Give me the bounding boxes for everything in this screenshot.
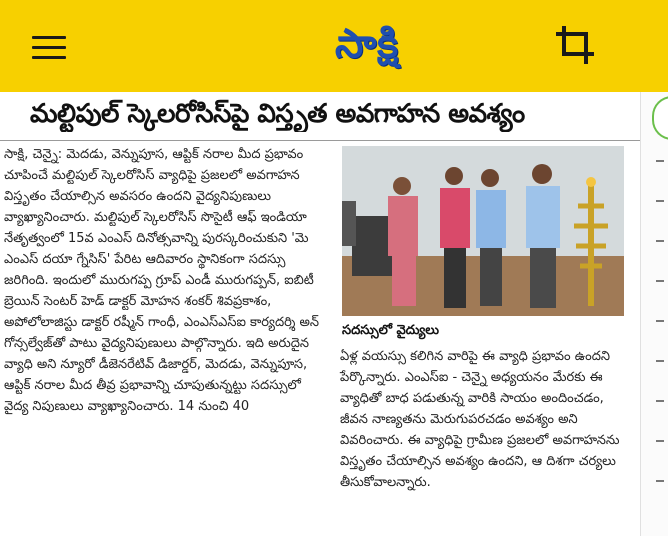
strip-text-line [656, 400, 664, 402]
person-2 [440, 167, 470, 308]
strip-text-line [656, 240, 664, 242]
strip-text-line [656, 480, 664, 482]
person-1 [388, 177, 418, 306]
strip-text-line [656, 160, 664, 162]
menu-line [32, 46, 66, 49]
strip-text-line [656, 280, 664, 282]
article-headline: మల్టిపుల్ స్కెలరోసిస్‌పై విస్తృత అవగాహన అవశ్యం [30, 99, 525, 129]
article-photo [342, 146, 624, 316]
strip-text-line [656, 200, 664, 202]
article-body-left: సాక్షి, చెన్నై: మెదడు, వెన్నుపూస, ఆప్టిక్ నరాల మీద ప్రభావం చూపించే మల్టిపుల్ స్కెలరోసిస్ వ్యాధిపై ప్రజలలో అవగాహన విస్తృతం చేయాల్సిన అవసరం ఉందని వైద్యనిపుణులు వ్యాఖ్యానించారు. మల్టిపుల్ స్కెలరోసిస్ సొసైటీ ఆఫ్ ఇండియా నేతృత్వంలో 15వ ఎంఎస్ దినోత్సవాన్ని పురస్కరించుకుని 'మె ఎంఎస్ దయా గ్నేసిస్' పేరిట ఆదివారం స్థానికంగా సదస్సు జరిగింది. ఇందులో మురుగప్ప గ్రూప్ ఎండీ మురుగప్పన్, ఐబిటీ బ్రెయిన్ సెంటర్ హెడ్ డాక్టర్ మోహన శంకర్ శివప్రకాశం, అపోలోలాజిస్టు డాక్టర్ రష్మీన్ గాంధీ, ఎంఎస్ఎస్ఐ కార్యదర్శి అన్ గోన్సల్వేజ్‌తో పాటు వైద్యనిపుణులు పాల్గొన్నారు. ఇది అరుదైన వ్యాధి అని న్యూరో డీజెనరేటివ్ డిజార్డర్, మెదడు, వెన్నుపూస, ఆప్టిక్ నరాల మీద తీవ్ర ప్రభావాన్ని చూపుతున్నట్టు సదస్సులో వైద్య నిపుణులు వ్యాఖ్యానించారు. 14 నుంచి 40 [4, 147, 319, 414]
strip-text-line [656, 320, 664, 322]
next-article-strip [640, 92, 668, 536]
article-body-right: ఏళ్ల వయస్సు కలిగిన వారిపై ఈ వ్యాధి ప్రభావం ఉందని పేర్కొన్నారు. ఎంఎస్ఐ - చెన్నై అధ్యయనం మేరకు ఈ వ్యాధితో బాధ పడుతున్న వారికి సాయం అందించడం, జీవన నాణ్యతను మెరుగుపరచడం అవశ్యం అని వివరించారు. ఈ వ్యాధిపై గ్రామీణ ప్రజలలో అవగాహనను విస్తృతం చేయాల్సిన అవశ్యం ఉందని, ఆ దిశగా చర్యలు తీసుకోవాలన్నారు. [340, 349, 620, 490]
hamburger-menu-icon[interactable] [32, 36, 66, 60]
strip-text-line [656, 440, 664, 442]
article-body-left-column [0, 144, 332, 417]
sakshi-logo[interactable]: సాక్షి [334, 21, 400, 67]
menu-line [32, 56, 66, 59]
photo-caption: సదస్సులో వైద్యులు [342, 323, 439, 338]
crop-icon[interactable] [552, 22, 598, 68]
menu-line [32, 36, 66, 39]
article-body-right-column [336, 346, 632, 493]
headline-divider [0, 140, 640, 141]
strip-text-line [656, 360, 664, 362]
